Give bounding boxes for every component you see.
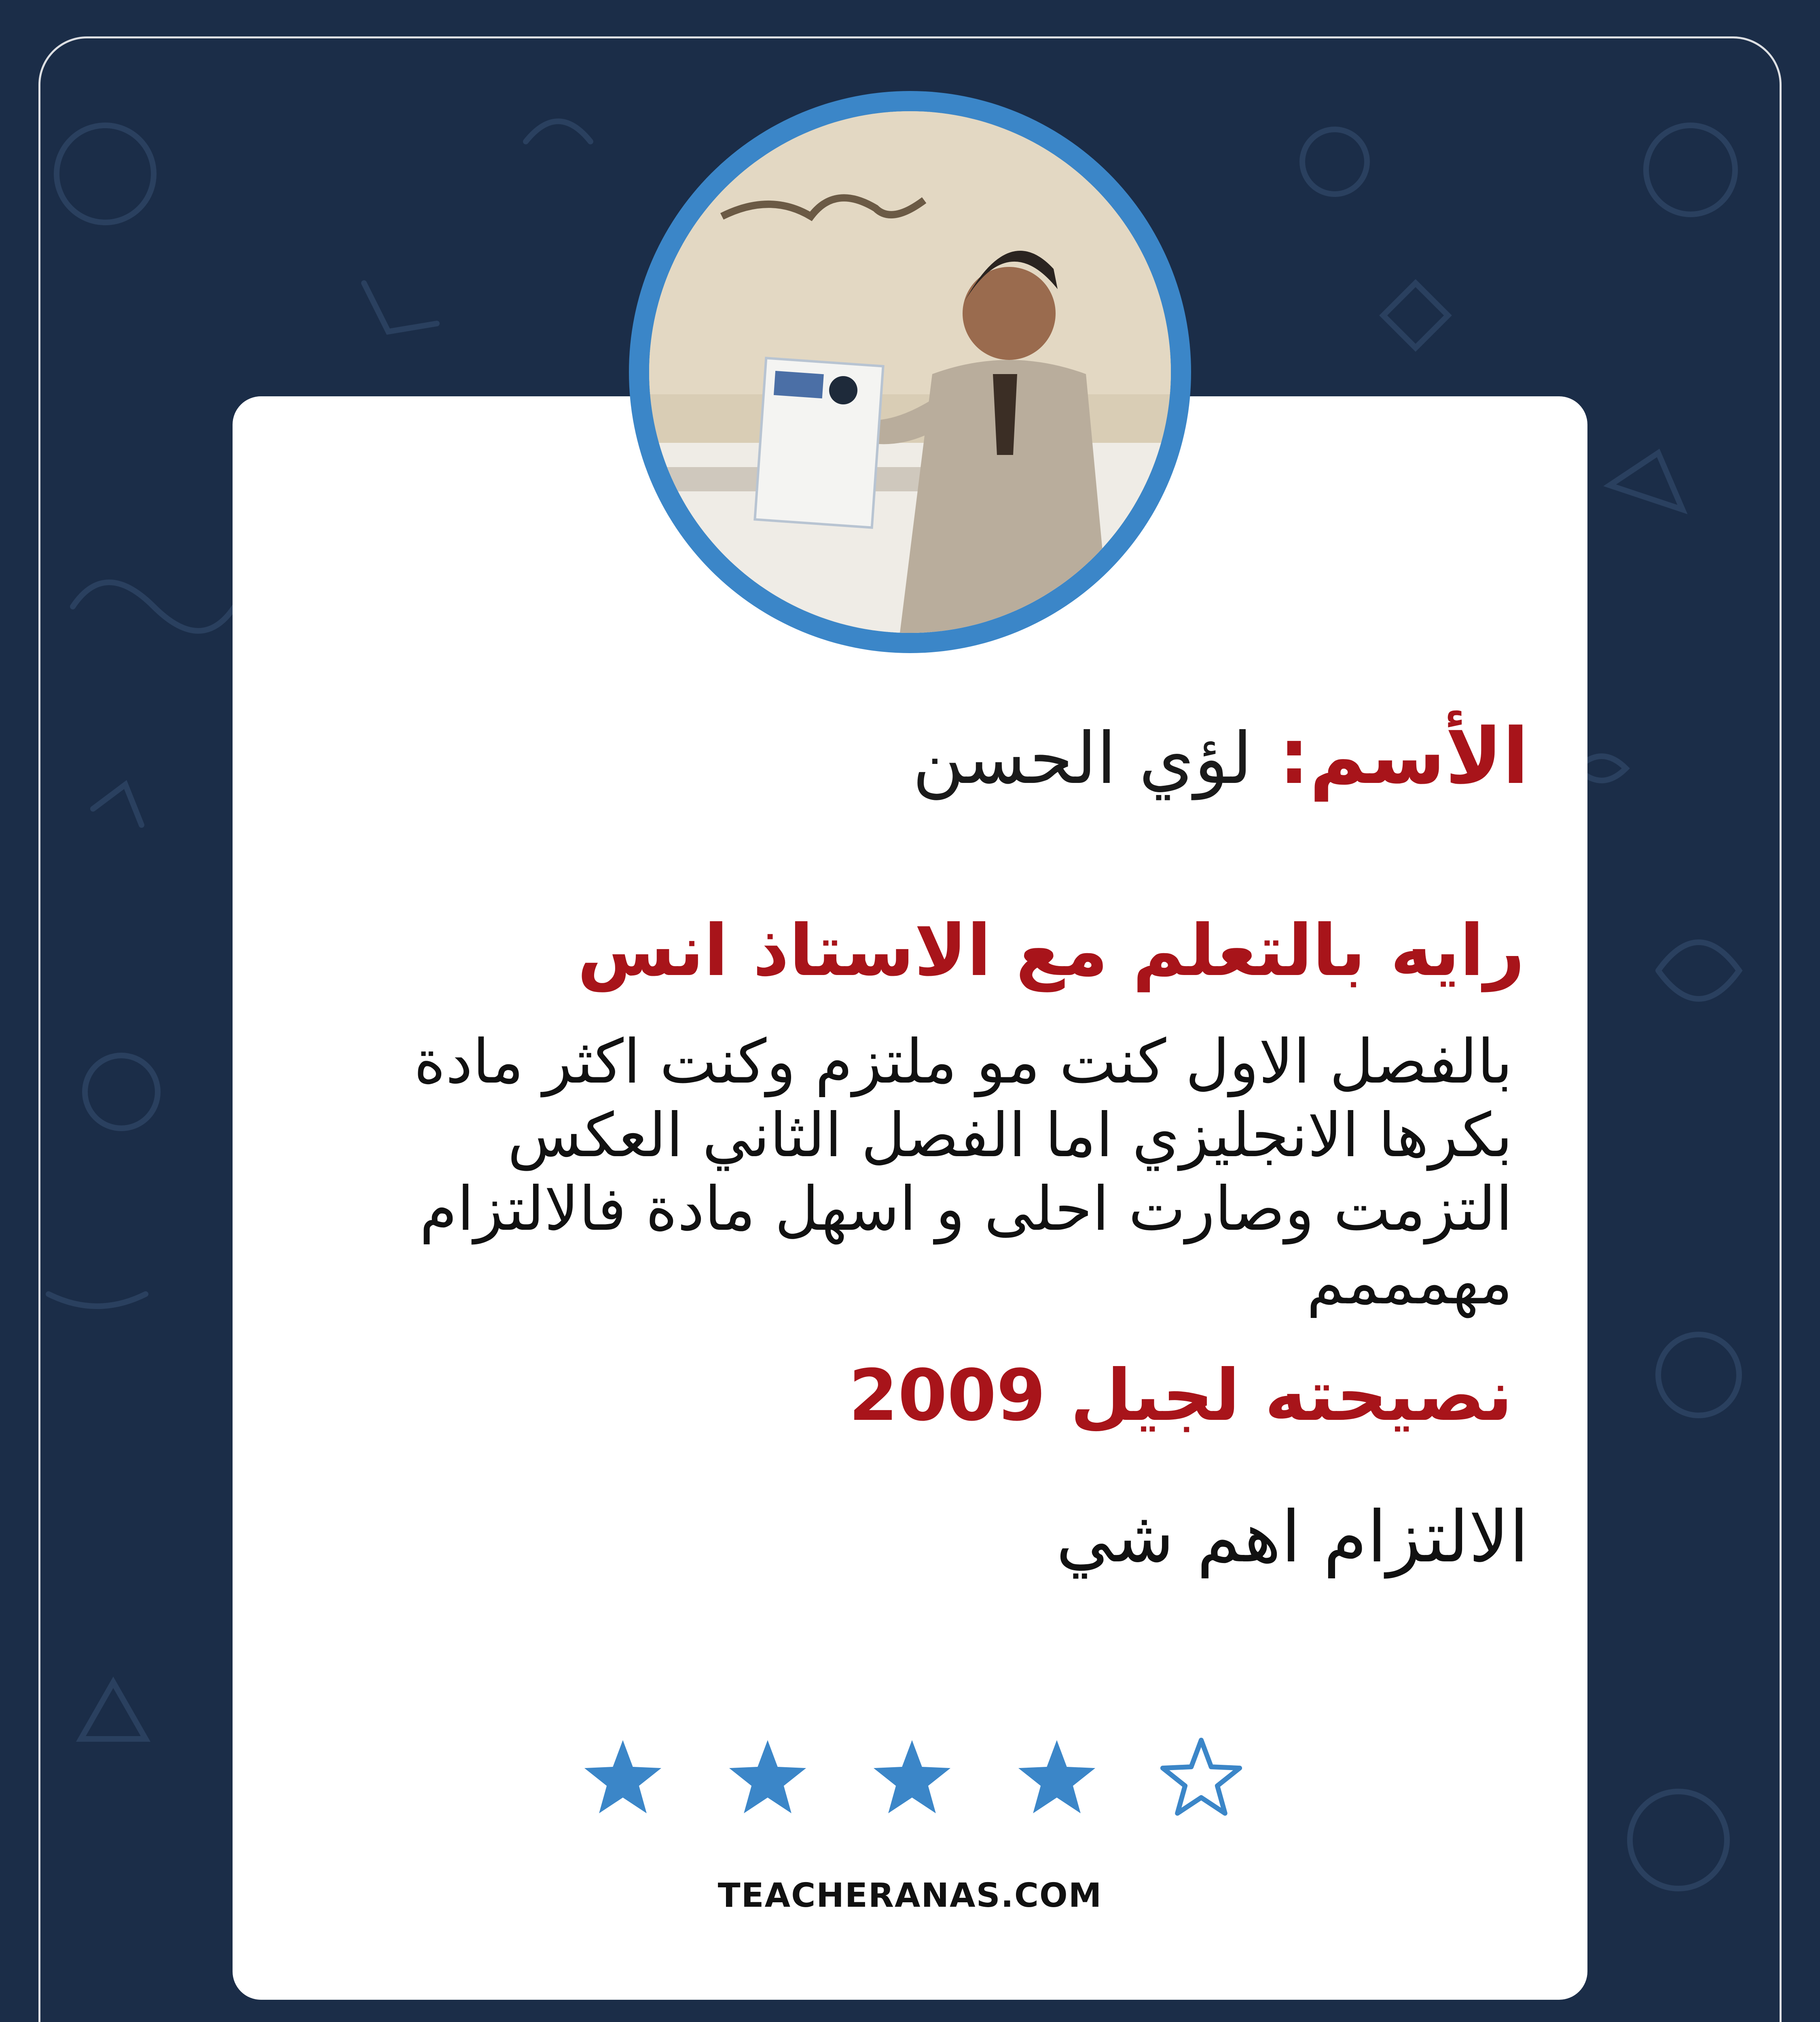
star-filled-icon <box>1012 1733 1101 1822</box>
person-holding-certificate-icon <box>649 111 1171 633</box>
name-value: لؤي الحسن <box>912 718 1253 800</box>
advice-body: الالتزام اهم شي <box>1056 1496 1529 1578</box>
opinion-body: بالفصل الاول كنت مو ملتزم وكنت اكثر مادة بكرها الانجليزي اما الفصل الثاني العكس التزمت وصارت احلى و اسهل مادة فالالتزام مهمممم <box>414 1027 1513 1318</box>
name-label: الأسم: <box>1278 712 1529 801</box>
star-rating <box>578 1731 1246 1824</box>
opinion-heading: رايه بالتعلم مع الاستاذ انس <box>577 910 1525 992</box>
star-filled-icon <box>868 1733 957 1822</box>
star-filled-icon <box>723 1733 812 1822</box>
advice-heading: نصيحته لجيل 2009 <box>849 1355 1513 1437</box>
profile-avatar <box>629 91 1191 653</box>
profile-photo <box>649 111 1171 633</box>
website-link: TEACHERANAS.COM <box>717 1876 1103 1915</box>
star-empty-icon <box>1157 1733 1246 1822</box>
name-row <box>912 712 1529 801</box>
star-filled-icon <box>578 1733 667 1822</box>
